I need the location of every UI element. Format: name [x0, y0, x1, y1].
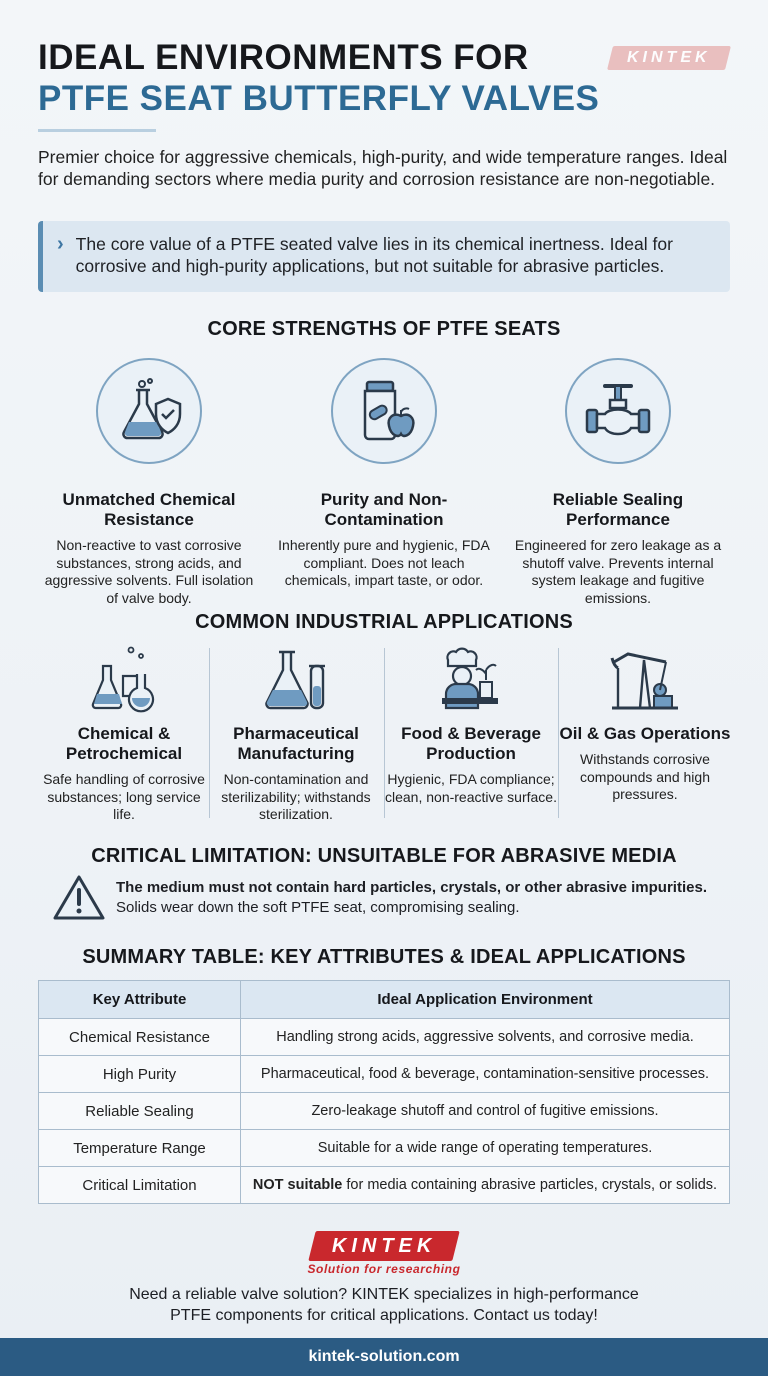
application-title: Chemical & Petrochemical	[65, 724, 183, 763]
valve-icon	[565, 358, 671, 464]
application-food	[385, 644, 557, 806]
intro-paragraph: Premier choice for aggressive chemicals, high-purity, and wide temperature ranges. Ideal for demanding sectors where media purity and corrosion resistance are non-negotiable.	[38, 147, 728, 189]
application-pharma	[210, 644, 382, 824]
application-desc: Withstands corrosive compounds and high pressures.	[580, 751, 710, 802]
limitation-bold-text: The medium must not contain hard particles, crystals, or other abrasive impurities.	[116, 879, 707, 896]
limitation-normal-text: Solids wear down the soft PTFE seat, compromising sealing.	[116, 899, 520, 916]
strengths-heading: CORE STRENGTHS OF PTFE SEATS	[207, 318, 561, 340]
logo-tagline: Solution for researching	[307, 1262, 461, 1276]
table-cell-environment: Suitable for a wide range of operating temperatures.	[241, 1130, 730, 1167]
warning-triangle-icon	[52, 873, 106, 926]
table-row	[39, 1167, 730, 1204]
table-row	[39, 1093, 730, 1130]
flask-shield-icon	[96, 358, 202, 464]
logo-text: KINTEK	[627, 49, 711, 66]
callout-text: The core value of a PTFE seated valve lies in its chemical inertness. Ideal for corrosive and high-purity applications, but not suitable for abrasive particles.	[75, 234, 673, 276]
table-cell-attribute: High Purity	[39, 1056, 241, 1093]
call-to-action	[0, 1284, 768, 1326]
table-row	[39, 1130, 730, 1167]
application-title: Oil & Gas Operations	[559, 724, 731, 743]
strength-desc: Inherently pure and hygienic, FDA compliant. Does not leach chemicals, impart taste, or odor.	[278, 537, 490, 588]
strength-title: Purity and Non-Contamination	[320, 490, 448, 529]
key-insight-callout	[38, 221, 730, 292]
table-cell-environment	[241, 1167, 730, 1204]
title-line-2: PTFE SEAT BUTTERFLY VALVES	[38, 79, 600, 118]
chevron-right-icon: ›	[57, 233, 64, 255]
table-row	[39, 1019, 730, 1056]
not-suitable-emphasis: NOT suitable	[252, 1177, 343, 1193]
application-desc: Hygienic, FDA compliance; clean, non-reactive surface.	[385, 771, 557, 805]
table-cell-attribute: Chemical Resistance	[39, 1019, 241, 1056]
strength-card-chemical	[37, 358, 261, 607]
strength-title: Reliable Sealing Performance	[552, 490, 684, 529]
strength-desc: Non-reactive to vast corrosive substances, strong acids, and aggressive solvents. Full isolation of valve body.	[44, 537, 254, 606]
column-header: Ideal Application Environment	[241, 981, 730, 1019]
lab-flask-icon	[210, 644, 382, 714]
logo-text: KINTEK	[331, 1234, 437, 1257]
application-title: Food & Beverage Production	[401, 724, 541, 763]
application-desc: Non-contamination and sterilizability; withstands sterilization.	[221, 771, 371, 822]
strength-desc: Engineered for zero leakage as a shutoff valve. Prevents internal system leakage and fugitive emissions.	[514, 537, 722, 606]
kintek-logo-top[interactable]	[607, 46, 731, 70]
summary-table	[38, 980, 730, 1204]
strength-card-purity	[272, 358, 496, 590]
table-cell-environment: Zero-leakage shutoff and control of fugitive emissions.	[241, 1093, 730, 1130]
table-cell-environment: Pharmaceutical, food & beverage, contamination-sensitive processes.	[241, 1056, 730, 1093]
strength-card-sealing	[506, 358, 730, 607]
website-link[interactable]: kintek-solution.com	[308, 1348, 460, 1365]
table-cell-environment: Handling strong acids, aggressive solvents, and corrosive media.	[241, 1019, 730, 1056]
chemistry-flasks-icon	[38, 644, 210, 714]
limitation-text	[116, 878, 736, 918]
application-title: Pharmaceutical Manufacturing	[233, 724, 359, 763]
chef-icon	[385, 644, 557, 714]
jar-apple-icon	[331, 358, 437, 464]
cta-line-1: Need a reliable valve solution? KINTEK specializes in high-performance	[129, 1286, 639, 1303]
kintek-logo-bottom[interactable]	[308, 1231, 459, 1261]
table-row	[39, 1056, 730, 1093]
table-heading: SUMMARY TABLE: KEY ATTRIBUTES & IDEAL APPLICATIONS	[82, 946, 686, 968]
table-cell-attribute: Reliable Sealing	[39, 1093, 241, 1130]
application-oil-gas	[559, 644, 731, 804]
column-header: Key Attribute	[39, 981, 241, 1019]
limitation-heading: CRITICAL LIMITATION: UNSUITABLE FOR ABRASIVE MEDIA	[91, 845, 677, 867]
application-desc: Safe handling of corrosive substances; long service life.	[43, 771, 205, 822]
environment-rest: for media containing abrasive particles, crystals, or solids.	[342, 1177, 718, 1193]
footer-bar	[0, 1338, 768, 1376]
table-header-row	[39, 981, 730, 1019]
pumpjack-icon	[559, 644, 731, 714]
cta-line-2: PTFE components for critical applications. Contact us today!	[170, 1307, 598, 1324]
page-title	[38, 38, 599, 120]
title-divider	[38, 129, 156, 132]
title-line-1: IDEAL ENVIRONMENTS FOR	[38, 38, 529, 77]
table-cell-attribute: Temperature Range	[39, 1130, 241, 1167]
strength-title: Unmatched Chemical Resistance	[62, 490, 236, 529]
application-chemical	[38, 644, 210, 824]
applications-heading: COMMON INDUSTRIAL APPLICATIONS	[195, 611, 573, 633]
table-cell-attribute: Critical Limitation	[39, 1167, 241, 1204]
